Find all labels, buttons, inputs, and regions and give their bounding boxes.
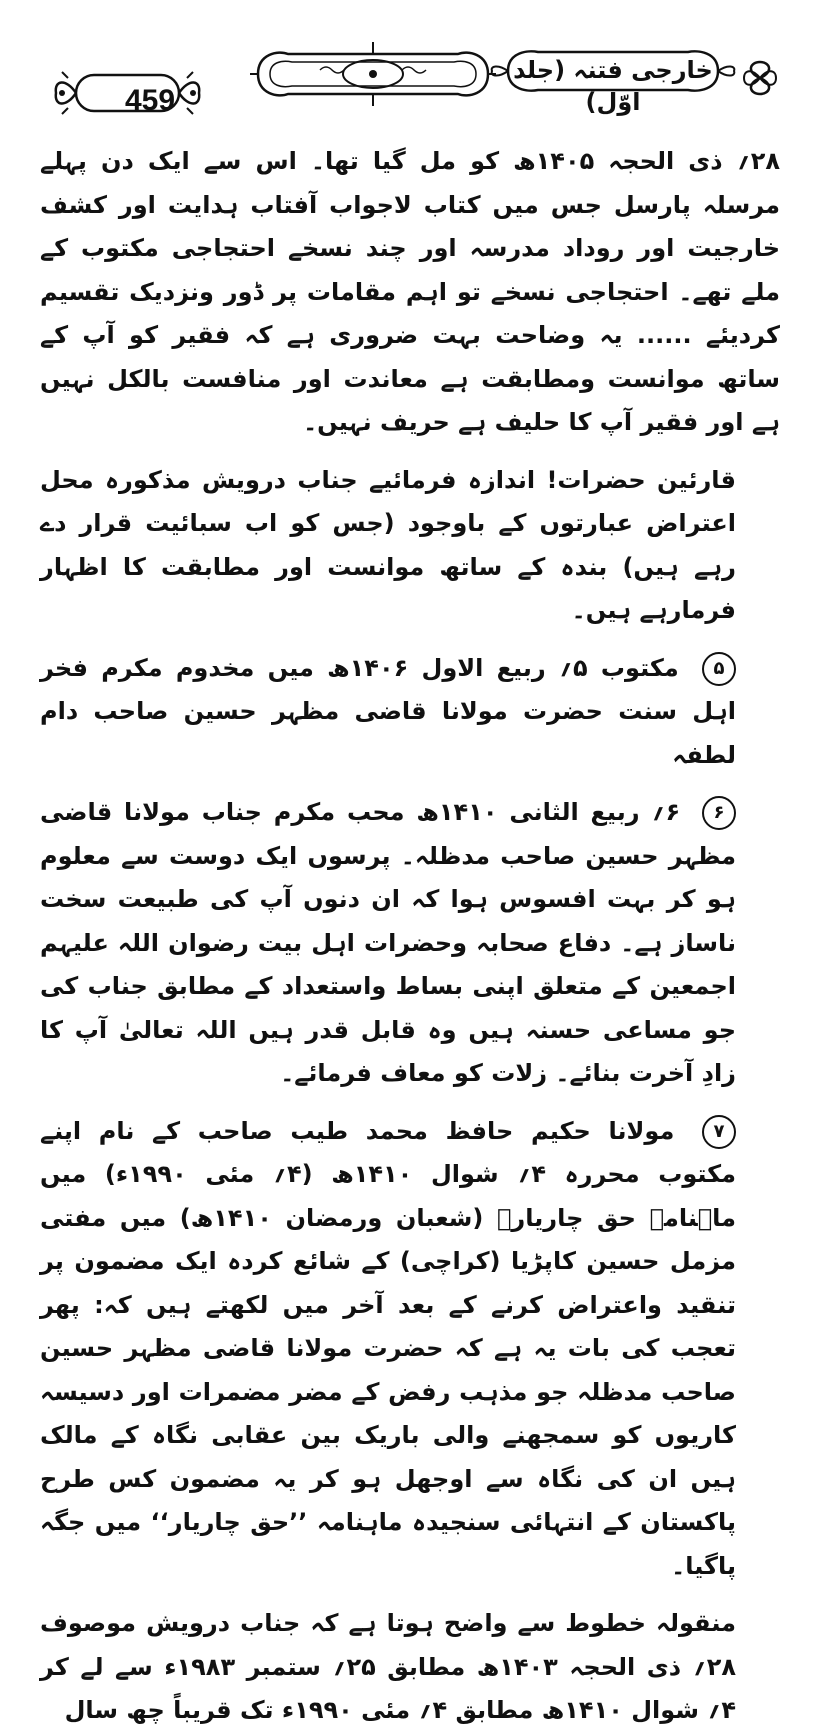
item-number-badge: ۶ — [702, 796, 736, 830]
page-header — [40, 40, 780, 120]
paragraph-conclusion: منقولہ خطوط سے واضح ہوتا ہے کہ جناب درویش موصوف ۲۸؍ ذی الحجہ ۱۴۰۳ھ مطابق ۲۵؍ ستمبر ۱۹۸۳ء سے لے کر ۴؍ شوال ۱۴۱۰ھ مطابق ۴؍ مئی ۱۹۹۰ء تک قریباً چھ سال — [40, 1609, 736, 1724]
numbered-item-6 — [40, 791, 780, 1096]
paragraph-letter-excerpt: ۲۸؍ ذی الحجہ ۱۴۰۵ھ کو مل گیا تھا۔ اس سے ایک دن پہلے مرسلہ پارسل جس میں کتاب لاجواب آفتاب ہدایت اور کشف خارجیت اور روداد مدرسہ اور چند نسخے احتجاجی مکتوب کے ملے تھے۔ احتجاجی نسخے تو اہم مقامات پر ڈور ونزدیک تقسیم کردیئے ...... یہ وضاحت بہت ضروری ہے کہ فقیر کو آپ کے ساتھ موانست ومطابقت ہے معاندت اور منافست بالکل نہیں ہے اور فقیر آپ کا حلیف ہے حریف نہیں۔ — [40, 147, 780, 436]
item-number-badge: ۷ — [702, 1115, 736, 1149]
floral-knot-ornament-icon — [740, 58, 780, 98]
numbered-item-5 — [40, 647, 780, 778]
item-text: مکتوب ۵؍ ربیع الاول ۱۴۰۶ھ میں مخدوم مکرم فخر اہل سنت حضرت مولانا قاضی مظہر حسین صاحب دام لطفہ — [40, 653, 736, 769]
numbered-item-7 — [40, 1110, 780, 1589]
running-title: خارجی فتنہ (جلد اوّل) — [513, 56, 713, 116]
item-number-badge: ۵ — [702, 652, 736, 686]
page-body — [40, 140, 780, 1733]
page-number: 459 — [124, 84, 176, 117]
item-text: ۶؍ ربیع الثانی ۱۴۱۰ھ محب مکرم جناب مولانا قاضی مظہر حسین صاحب مدظلہ۔ پرسوں ایک دوست سے معلوم ہو کر بہت افسوس ہوا کہ ان دنوں آپ کی طبیعت سخت ناساز ہے۔ دفاع صحابہ وحضرات اہل بیت رضوان اللہ علیہم اجمعین کے متعلق اپنی بساط واستعداد کے مطابق جناب کی جو مساعی حسنہ ہیں وہ قابل قدر ہیں اللہ تعالیٰ آپ کا زادِ آخرت بنائے۔ زلات کو معاف فرمائے۔ — [40, 798, 736, 1087]
item-text: مولانا حکیم حافظ محمد طیب صاحب کے نام اپنے مکتوب محررہ ۴؍ شوال ۱۴۱۰ھ (۴؍ مئی ۱۹۹۰ء) میں ماہنامہ حق چاریارؓ (شعبان ورمضان ۱۴۱۰ھ) میں مفتی مزمل حسین کاپڑیا (کراچی) کے شائع کردہ ایک مضمون پر تنقید واعتراض کرنے کے بعد آخر میں لکھتے ہیں کہ: پھر تعجب کی بات یہ ہے کہ حضرت مولانا قاضی مظہر حسین صاحب مدظلہ جو مذہب رفض کے مضر مضمرات اور دسیسہ کاریوں کو سمجھنے والی باریک بین عقابی نگاہ کے مالک ہیں ان کی نگاہ سے اوجھل ہو کر یہ مضمون کس طرح پاکستان کے انتہائی سنجیدہ ماہنامہ ’’حق چاریار‘‘ میں جگہ پاگیا۔ — [40, 1116, 736, 1580]
double-cartouche-ornament-icon — [248, 40, 498, 108]
paragraph-readers-note: قارئین حضرات! اندازہ فرمائیے جناب درویش مذکورہ محل اعتراض عبارتوں کے باوجود (جس کو اب سبائیت قرار دے رہے ہیں) بندہ کے ساتھ موانست اور مطابقت کا اظہار فرمارہے ہیں۔ — [40, 465, 736, 624]
